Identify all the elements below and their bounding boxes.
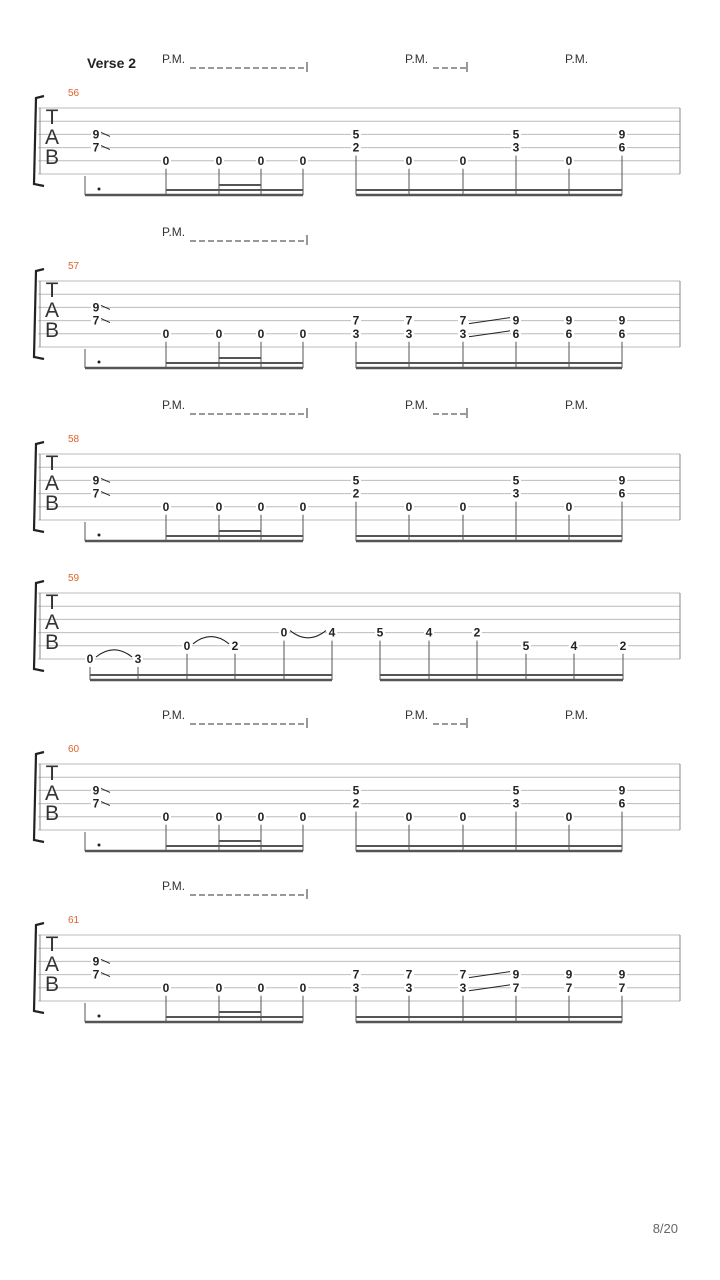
fret-number: 0 xyxy=(299,499,307,514)
fret-number: 6 xyxy=(618,796,626,811)
fret-number: 6 xyxy=(512,326,520,341)
fret-number: 7 xyxy=(92,140,100,155)
fret-number: 5 xyxy=(352,127,360,142)
tab-clef-letter: T xyxy=(45,591,59,614)
tie-arc xyxy=(290,631,326,638)
tab-clef-letter: A xyxy=(44,782,60,805)
fret-number: 0 xyxy=(183,638,191,653)
fret-number: 9 xyxy=(92,127,100,142)
fret-number: 3 xyxy=(134,652,142,666)
fret-number: 9 xyxy=(92,954,100,969)
fret-number: 5 xyxy=(512,473,520,488)
fret-number: 0 xyxy=(257,499,265,514)
measure-number: 61 xyxy=(68,915,80,926)
fret-number: 2 xyxy=(619,638,627,653)
fret-number: 4 xyxy=(328,625,336,640)
fret-number: 7 xyxy=(92,796,100,811)
tab-clef-letter: T xyxy=(45,762,59,785)
measure-number: 56 xyxy=(68,88,80,99)
section-label: Verse 2 xyxy=(87,55,137,71)
fret-number: 6 xyxy=(618,326,626,341)
tab-clef-letter: B xyxy=(44,802,60,825)
fret-number: 9 xyxy=(618,783,626,798)
fret-number: 5 xyxy=(512,127,520,142)
fret-number: 0 xyxy=(405,153,413,168)
fret-number: 9 xyxy=(618,127,626,142)
system-bracket xyxy=(34,923,44,1013)
fret-number: 0 xyxy=(257,153,265,168)
dotted-note-dot xyxy=(98,361,101,364)
fret-number: 4 xyxy=(425,625,433,640)
fret-number: 9 xyxy=(565,967,573,982)
tab-clef-letter: B xyxy=(44,319,60,342)
palm-mute-label: P.M. xyxy=(405,708,429,722)
palm-mute-label: P.M. xyxy=(405,52,429,66)
fret-number: 3 xyxy=(512,486,520,501)
measure-number: 57 xyxy=(68,261,80,272)
tab-clef-letter: B xyxy=(44,492,60,515)
fret-number: 4 xyxy=(570,638,578,653)
tab-clef-letter: B xyxy=(44,631,60,654)
fret-number: 7 xyxy=(92,486,100,501)
tab-clef-letter: T xyxy=(45,452,59,475)
fret-number: 3 xyxy=(405,326,413,341)
page-number: 8/20 xyxy=(652,1221,678,1236)
fret-number: 0 xyxy=(162,153,170,168)
tab-clef-letter: A xyxy=(44,611,60,634)
measure-number: 59 xyxy=(68,573,80,584)
tab-clef-letter: A xyxy=(44,126,60,149)
fret-number: 0 xyxy=(86,652,94,666)
fret-number: 0 xyxy=(459,809,467,824)
fret-number: 3 xyxy=(512,140,520,155)
fret-number: 0 xyxy=(215,153,223,168)
fret-number: 0 xyxy=(565,499,573,514)
fret-number: 5 xyxy=(376,625,384,640)
tie-arc xyxy=(193,637,229,644)
dotted-note-dot xyxy=(98,844,101,847)
measure-number: 60 xyxy=(68,744,80,755)
fret-number: 2 xyxy=(352,486,360,501)
fret-number: 7 xyxy=(352,967,360,982)
fret-number: 7 xyxy=(459,313,467,328)
fret-number: 7 xyxy=(459,967,467,982)
tab-system-57 xyxy=(34,225,680,368)
fret-number: 3 xyxy=(405,980,413,995)
tab-clef-letter: B xyxy=(44,973,60,996)
dotted-note-dot xyxy=(98,534,101,537)
fret-number: 9 xyxy=(92,473,100,488)
system-bracket xyxy=(34,752,44,842)
fret-number: 9 xyxy=(92,783,100,798)
fret-number: 3 xyxy=(512,796,520,811)
system-bracket xyxy=(34,442,44,532)
palm-mute-label: P.M. xyxy=(565,52,589,66)
fret-number: 0 xyxy=(280,625,288,640)
dotted-note-dot xyxy=(98,188,101,191)
fret-number: 7 xyxy=(92,313,100,328)
palm-mute-label: P.M. xyxy=(565,398,589,412)
fret-number: 2 xyxy=(352,140,360,155)
fret-number: 7 xyxy=(565,980,573,995)
fret-number: 5 xyxy=(512,783,520,798)
palm-mute-label: P.M. xyxy=(162,879,186,893)
fret-number: 0 xyxy=(459,153,467,168)
fret-number: 5 xyxy=(522,638,530,653)
fret-number: 0 xyxy=(299,326,307,341)
tab-systems xyxy=(34,52,680,1022)
fret-number: 7 xyxy=(405,967,413,982)
system-bracket xyxy=(34,581,44,671)
fret-number: 0 xyxy=(459,499,467,514)
palm-mute-label: P.M. xyxy=(162,398,186,412)
fret-number: 2 xyxy=(473,625,481,640)
fret-number: 0 xyxy=(257,809,265,824)
tab-clef-letter: T xyxy=(45,106,59,129)
tab-clef-letter: T xyxy=(45,933,59,956)
tab-system-59 xyxy=(34,573,680,680)
fret-number: 7 xyxy=(618,980,626,995)
palm-mute-label: P.M. xyxy=(162,52,186,66)
system-bracket xyxy=(34,96,44,186)
fret-number: 9 xyxy=(565,313,573,328)
tab-system-58 xyxy=(34,398,680,541)
tab-system-60 xyxy=(34,708,680,851)
fret-number: 0 xyxy=(257,980,265,995)
palm-mute-label: P.M. xyxy=(162,225,186,239)
fret-number: 7 xyxy=(352,313,360,328)
fret-number: 3 xyxy=(459,326,467,341)
tab-clef-letter: A xyxy=(44,472,60,495)
fret-number: 0 xyxy=(299,153,307,168)
fret-number: 6 xyxy=(618,486,626,501)
fret-number: 9 xyxy=(618,473,626,488)
system-bracket xyxy=(34,269,44,359)
tab-system-61 xyxy=(34,879,680,1022)
fret-number: 9 xyxy=(618,967,626,982)
tab-clef-letter: T xyxy=(45,279,59,302)
fret-number: 0 xyxy=(162,980,170,995)
fret-number: 9 xyxy=(618,313,626,328)
tab-system-56 xyxy=(34,52,680,195)
palm-mute-label: P.M. xyxy=(565,708,589,722)
palm-mute-label: P.M. xyxy=(405,398,429,412)
fret-number: 2 xyxy=(352,796,360,811)
fret-number: 3 xyxy=(459,980,467,995)
fret-number: 0 xyxy=(215,809,223,824)
fret-number: 6 xyxy=(618,140,626,155)
fret-number: 9 xyxy=(512,313,520,328)
fret-number: 0 xyxy=(565,809,573,824)
fret-number: 3 xyxy=(352,980,360,995)
fret-number: 0 xyxy=(405,499,413,514)
fret-number: 0 xyxy=(162,809,170,824)
palm-mute-label: P.M. xyxy=(162,708,186,722)
fret-number: 7 xyxy=(92,967,100,982)
fret-number: 6 xyxy=(565,326,573,341)
fret-number: 0 xyxy=(215,326,223,341)
fret-number: 5 xyxy=(352,473,360,488)
tab-clef-letter: A xyxy=(44,953,60,976)
fret-number: 0 xyxy=(162,326,170,341)
fret-number: 0 xyxy=(299,809,307,824)
fret-number: 9 xyxy=(512,967,520,982)
tab-clef-letter: B xyxy=(44,146,60,169)
tab-clef-letter: A xyxy=(44,299,60,322)
fret-number: 0 xyxy=(565,153,573,168)
fret-number: 3 xyxy=(352,326,360,341)
fret-number: 0 xyxy=(162,499,170,514)
fret-number: 0 xyxy=(405,809,413,824)
tie-arc xyxy=(96,650,132,657)
fret-number: 7 xyxy=(512,980,520,995)
fret-number: 0 xyxy=(215,980,223,995)
fret-number: 0 xyxy=(215,499,223,514)
dotted-note-dot xyxy=(98,1015,101,1018)
fret-number: 0 xyxy=(257,326,265,341)
fret-number: 2 xyxy=(231,638,239,653)
fret-number: 7 xyxy=(405,313,413,328)
fret-number: 9 xyxy=(92,300,100,315)
fret-number: 5 xyxy=(352,783,360,798)
measure-number: 58 xyxy=(68,434,80,445)
fret-number: 0 xyxy=(299,980,307,995)
